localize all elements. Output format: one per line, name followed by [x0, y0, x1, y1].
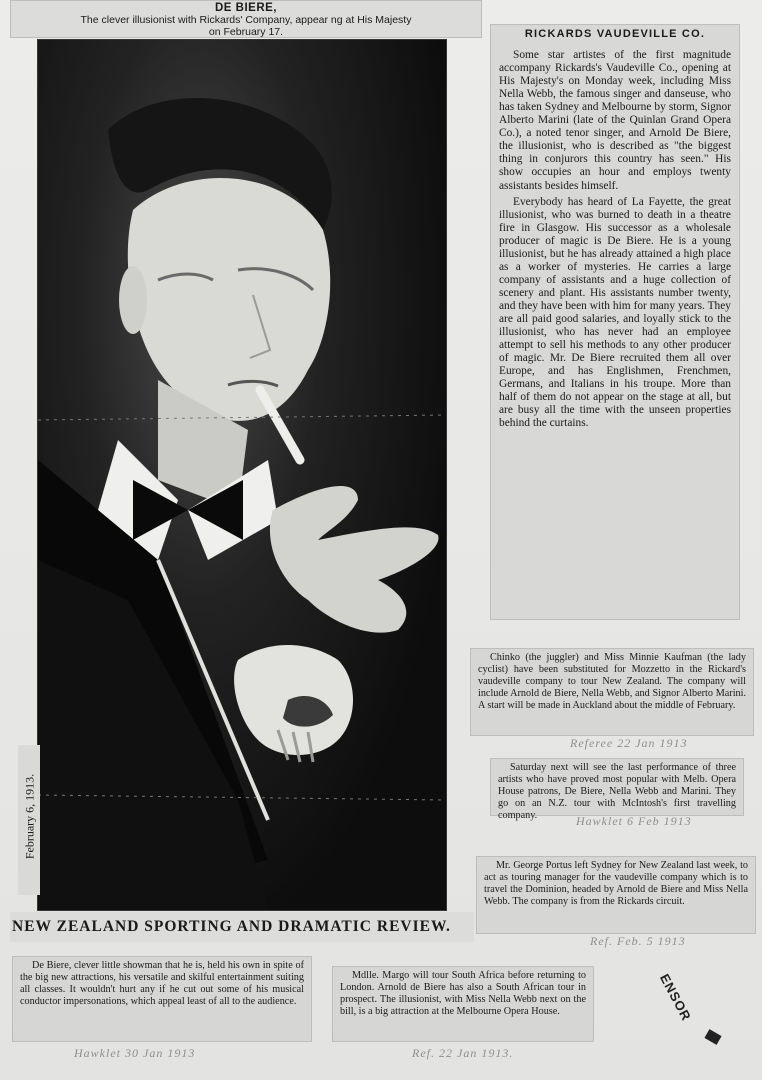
date-strip	[18, 745, 40, 895]
handwritten-source-note: Referee 22 Jan 1913	[570, 736, 688, 750]
caption-line-1: The clever illusionist with Rickards' Company, appear ng at His Majesty	[80, 14, 412, 26]
article-paragraph: Some star artistes of the first magnitude accompany Rickards's Vaudeville Co., opening at His Majesty's on Monday week, including Miss Nella Webb, the famous singer and danseuse, who has taken Sydney and Melbourne by storm, Signor Alberto Marini (late of the Quinlan Grand Opera Co.), a noted tenor singer, and Arnold De Biere, the illusionist, who is described as "the biggest thing in conjurors this country has seen." His show occupies an hour and employs twenty assistants besides himself.	[499, 49, 731, 192]
notice-clipping	[476, 856, 756, 934]
notice-clipping	[12, 956, 312, 1042]
notice-text: Saturday next will see the last performance of three artists who have proved most popular with Melb. Opera House patrons, De Biere, Nella Webb and Marini. They go on an N.Z. tour with McIntosh's first travelling company.	[498, 762, 736, 822]
notice-text: Mdlle. Margo will tour South Africa before returning to London. Arnold de Biere has also a South African tour in prospect. The illusionist, with Miss Nella Webb next on the bill, is a big attraction at the Melbourne Opera House.	[340, 970, 586, 1018]
photo-caption-clipping	[10, 0, 482, 38]
notice-text: Mr. George Portus left Sydney for New Zealand last week, to act as touring manager for the vaudeville company which is to travel the Dominion, headed by Arnold de Biere and Miss Nella Webb. The company is from the Rickards circuit.	[484, 860, 748, 908]
handwritten-source-note: Ref. 22 Jan 1913.	[412, 1046, 514, 1060]
handwritten-source-note: Hawklet 6 Feb 1913	[576, 814, 692, 828]
article-paragraph: Everybody has heard of La Fayette, the great illusionist, who was burned to death in a theatre fire in Glasgow. His successor as a wholesale producer of magic is De Biere. He is a young illusionist, but he has already attained a high place as a worker of mysteries. He carries a large company of assistants and a huge collection of scenery and plant. His assistants number twenty, and they have been with him for many years. They are all paid good salaries, and loyally stick to the illusionist, who has never had an employee attempt to sell his methods to any other producer of magic. Mr. De Biere recruited them all over Europe, and has Englishmen, Frenchmen, Germans, and Italians in his troupe. More than half of them do not appear on the stage at all, but are busy all the time with the unseen properties behind the curtains.	[499, 195, 731, 430]
handwritten-source-note: Ref. Feb. 5 1913	[590, 934, 686, 948]
notice-text: Chinko (the juggler) and Miss Minnie Kaufman (the lady cyclist) have been substituted for Mozzetto in the Rickard's vaudeville company to tour New Zealand. The company will include Arnold de Biere, Nella Webb, and Signor Alberto Marini. A start will be made in Auckland about the middle of February.	[478, 652, 746, 712]
notice-clipping	[470, 648, 754, 736]
caption-line-2: on February 17.	[208, 26, 284, 38]
handwritten-source-note: Hawklet 30 Jan 1913	[74, 1046, 196, 1060]
date-text: February 6, 1913.	[22, 773, 37, 860]
notice-clipping	[332, 966, 594, 1042]
article-title: RICKARDS VAUDEVILLE CO.	[524, 28, 706, 40]
stamp-mark-icon	[704, 1029, 721, 1045]
caption-name: DE BIERE,	[214, 2, 277, 14]
publication-masthead: NEW ZEALAND SPORTING AND DRAMATIC REVIEW.	[10, 912, 474, 942]
ensor-stamp: ENSOR	[656, 971, 695, 1024]
portrait-illustration	[38, 40, 446, 910]
article-clipping	[490, 24, 740, 620]
portrait-photograph	[38, 40, 446, 910]
notice-text: De Biere, clever little showman that he is, held his own in spite of the big new attractions, his versatile and skilful entertainment suiting all classes. It wouldn't hurt any if he cut out some of his musical conductor impersonations, which appeal least of all to the audience.	[20, 960, 304, 1008]
